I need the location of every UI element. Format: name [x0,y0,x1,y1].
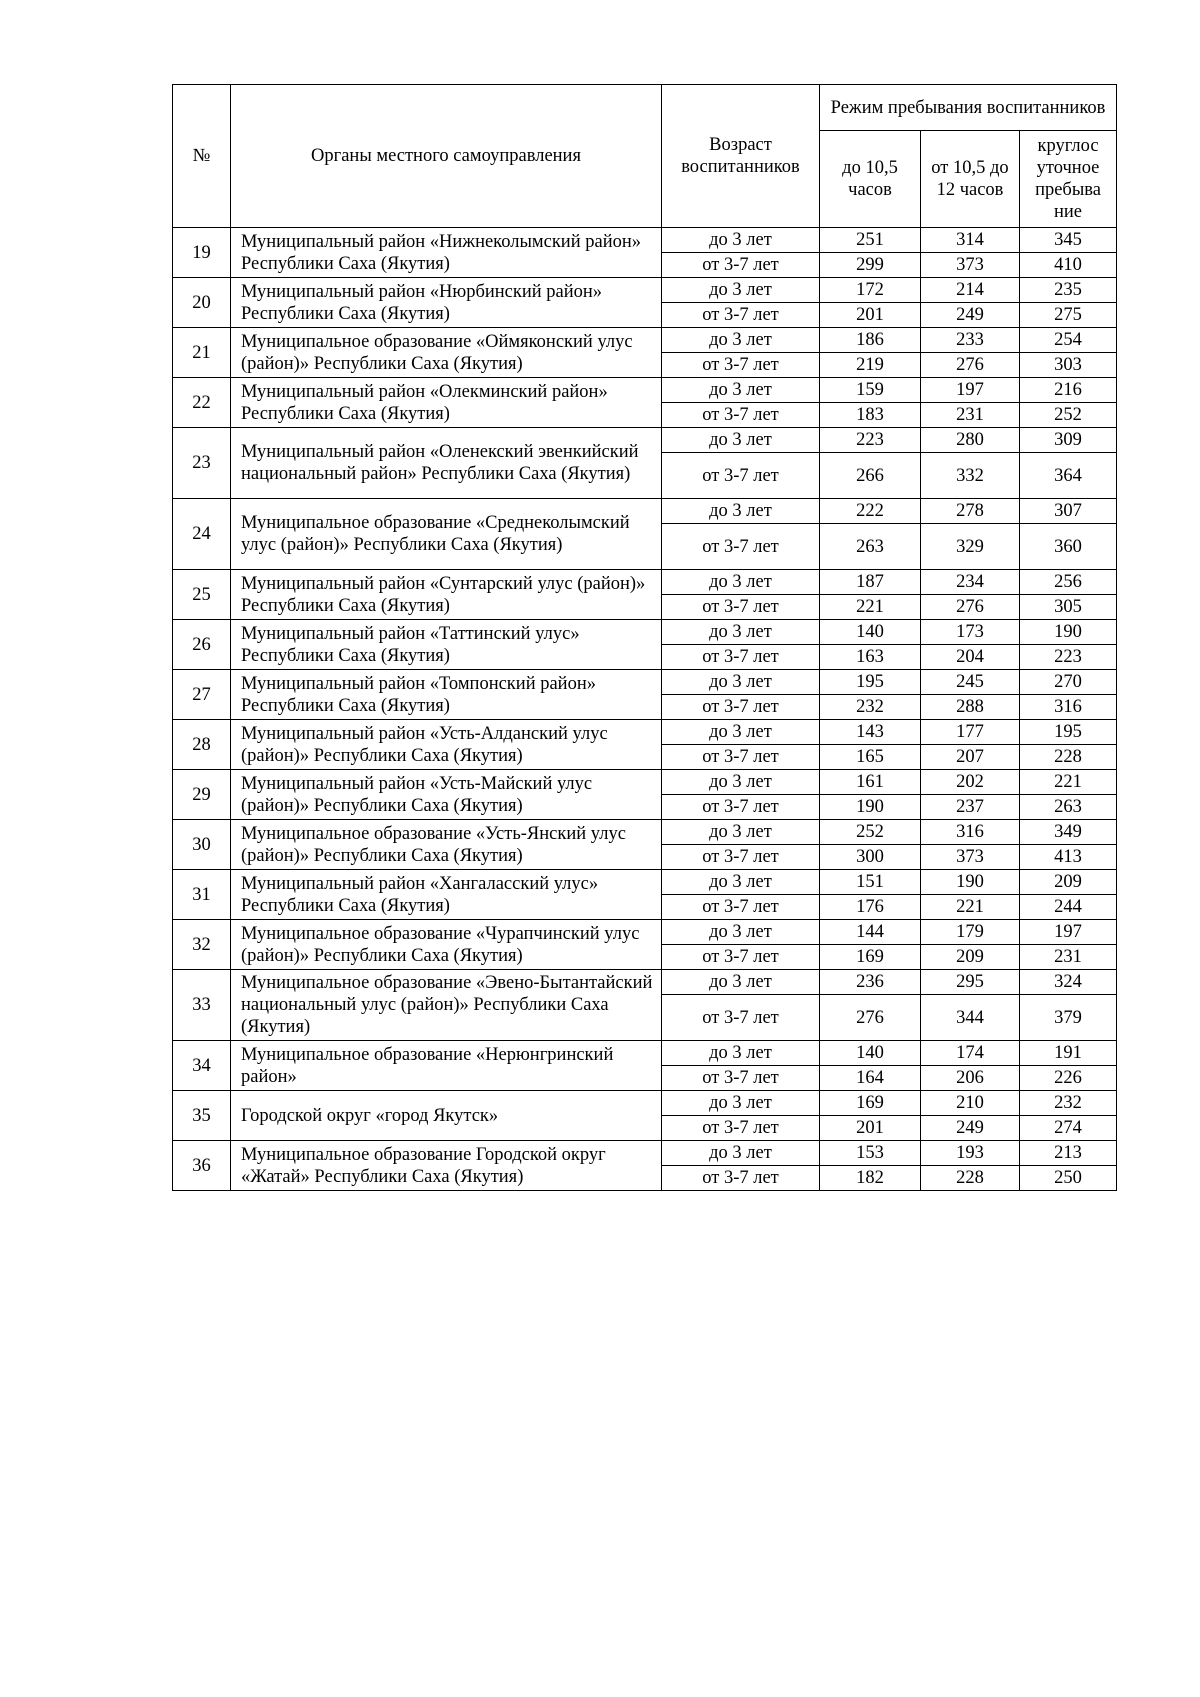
age-group: до 3 лет [662,499,820,524]
row-number: 29 [173,770,231,820]
fee-value-mode-2: 329 [921,524,1020,570]
fee-value-mode-1: 176 [820,895,921,920]
age-group: от 3-7 лет [662,995,820,1041]
fee-value-mode-2: 245 [921,670,1020,695]
age-group: до 3 лет [662,970,820,995]
age-group: до 3 лет [662,278,820,303]
age-group: от 3-7 лет [662,745,820,770]
age-group: от 3-7 лет [662,253,820,278]
age-group: от 3-7 лет [662,1116,820,1141]
fee-value-mode-1: 195 [820,670,921,695]
table-row [173,499,1117,524]
fee-value-mode-1: 172 [820,278,921,303]
fee-value-mode-3: 303 [1020,353,1117,378]
fee-value-mode-3: 270 [1020,670,1117,695]
row-number: 21 [173,328,231,378]
fee-value-mode-1: 221 [820,595,921,620]
row-number: 31 [173,870,231,920]
age-group: от 3-7 лет [662,524,820,570]
age-group: до 3 лет [662,770,820,795]
fee-value-mode-3: 226 [1020,1066,1117,1091]
fee-value-mode-1: 165 [820,745,921,770]
table-row [173,920,1117,945]
fee-value-mode-2: 179 [921,920,1020,945]
fee-value-mode-3: 379 [1020,995,1117,1041]
age-group: от 3-7 лет [662,895,820,920]
fee-value-mode-3: 244 [1020,895,1117,920]
fee-value-mode-1: 140 [820,1041,921,1066]
row-number: 36 [173,1141,231,1191]
fee-value-mode-1: 144 [820,920,921,945]
fee-value-mode-2: 210 [921,1091,1020,1116]
fee-value-mode-3: 223 [1020,645,1117,670]
row-number: 28 [173,720,231,770]
header-organization: Органы местного самоуправления [231,85,662,228]
fee-value-mode-3: 324 [1020,970,1117,995]
age-group: до 3 лет [662,720,820,745]
organization-name: Муниципальный район «Хангаласский улус» Республики Саха (Якутия) [231,870,662,920]
fee-value-mode-2: 209 [921,945,1020,970]
fee-value-mode-3: 309 [1020,428,1117,453]
fee-value-mode-2: 204 [921,645,1020,670]
organization-name: Муниципальный район «Томпонский район» Республики Саха (Якутия) [231,670,662,720]
age-group: от 3-7 лет [662,353,820,378]
age-group: от 3-7 лет [662,1066,820,1091]
age-group: до 3 лет [662,428,820,453]
age-group: до 3 лет [662,1141,820,1166]
fee-value-mode-2: 190 [921,870,1020,895]
fee-value-mode-3: 250 [1020,1166,1117,1191]
age-group: до 3 лет [662,570,820,595]
header-mode-3: круглос уточное пребыва ние [1020,131,1117,228]
fee-value-mode-2: 177 [921,720,1020,745]
fee-value-mode-3: 235 [1020,278,1117,303]
fee-value-mode-3: 274 [1020,1116,1117,1141]
fee-value-mode-3: 252 [1020,403,1117,428]
row-number: 35 [173,1091,231,1141]
fee-value-mode-2: 316 [921,820,1020,845]
fee-value-mode-2: 234 [921,570,1020,595]
table-body [173,228,1117,1191]
fee-value-mode-2: 373 [921,253,1020,278]
organization-name: Муниципальный район «Олекминский район» Республики Саха (Якутия) [231,378,662,428]
fee-value-mode-2: 231 [921,403,1020,428]
fee-value-mode-1: 201 [820,303,921,328]
fee-value-mode-1: 276 [820,995,921,1041]
fee-value-mode-3: 232 [1020,1091,1117,1116]
fee-value-mode-2: 295 [921,970,1020,995]
fee-value-mode-3: 191 [1020,1041,1117,1066]
fee-value-mode-2: 278 [921,499,1020,524]
fee-value-mode-3: 195 [1020,720,1117,745]
fee-value-mode-1: 187 [820,570,921,595]
row-number: 30 [173,820,231,870]
fee-value-mode-2: 207 [921,745,1020,770]
organization-name: Муниципальный район «Нижнеколымский район» Республики Саха (Якутия) [231,228,662,278]
fee-value-mode-2: 174 [921,1041,1020,1066]
organization-name: Муниципальное образование «Эвено-Бытантайский национальный улус (район)» Республики Саха (Якутия) [231,970,662,1041]
organization-name: Муниципальный район «Оленекский эвенкийский национальный район» Республики Саха (Якутия) [231,428,662,499]
row-number: 34 [173,1041,231,1091]
fee-value-mode-2: 276 [921,353,1020,378]
fee-value-mode-1: 169 [820,1091,921,1116]
organization-name: Муниципальный район «Сунтарский улус (район)» Республики Саха (Якутия) [231,570,662,620]
fee-value-mode-2: 276 [921,595,1020,620]
fee-value-mode-1: 251 [820,228,921,253]
fee-value-mode-1: 236 [820,970,921,995]
age-group: от 3-7 лет [662,595,820,620]
fee-value-mode-3: 413 [1020,845,1117,870]
fee-value-mode-1: 222 [820,499,921,524]
table-row [173,870,1117,895]
organization-name: Муниципальное образование «Оймяконский улус (район)» Республики Саха (Якутия) [231,328,662,378]
fee-value-mode-2: 249 [921,1116,1020,1141]
table-row [173,1041,1117,1066]
row-number: 26 [173,620,231,670]
age-group: до 3 лет [662,1041,820,1066]
fee-value-mode-2: 197 [921,378,1020,403]
fee-value-mode-3: 231 [1020,945,1117,970]
age-group: от 3-7 лет [662,403,820,428]
fee-value-mode-1: 153 [820,1141,921,1166]
table-row [173,1141,1117,1166]
fee-value-mode-3: 410 [1020,253,1117,278]
row-number: 22 [173,378,231,428]
fee-value-mode-2: 373 [921,845,1020,870]
fee-value-mode-3: 213 [1020,1141,1117,1166]
fee-value-mode-2: 344 [921,995,1020,1041]
table-row [173,820,1117,845]
fee-value-mode-3: 360 [1020,524,1117,570]
fee-value-mode-3: 254 [1020,328,1117,353]
table-row [173,1091,1117,1116]
fee-value-mode-2: 280 [921,428,1020,453]
age-group: от 3-7 лет [662,695,820,720]
fee-value-mode-2: 193 [921,1141,1020,1166]
age-group: до 3 лет [662,378,820,403]
header-mode-2: от 10,5 до 12 часов [921,131,1020,228]
table-row [173,570,1117,595]
age-group: до 3 лет [662,870,820,895]
fee-table [172,84,1117,1191]
fee-value-mode-3: 307 [1020,499,1117,524]
age-group: от 3-7 лет [662,1166,820,1191]
fee-value-mode-3: 349 [1020,820,1117,845]
row-number: 32 [173,920,231,970]
fee-value-mode-2: 221 [921,895,1020,920]
fee-value-mode-1: 164 [820,1066,921,1091]
row-number: 20 [173,278,231,328]
fee-value-mode-3: 316 [1020,695,1117,720]
table-row [173,428,1117,453]
fee-value-mode-3: 216 [1020,378,1117,403]
fee-value-mode-2: 288 [921,695,1020,720]
fee-value-mode-2: 314 [921,228,1020,253]
age-group: до 3 лет [662,1091,820,1116]
header-stay-mode: Режим пребывания воспитанников [820,85,1117,131]
age-group: до 3 лет [662,670,820,695]
organization-name: Муниципальный район «Нюрбинский район» Республики Саха (Якутия) [231,278,662,328]
fee-value-mode-3: 256 [1020,570,1117,595]
row-number: 33 [173,970,231,1041]
table-row [173,378,1117,403]
fee-value-mode-2: 173 [921,620,1020,645]
fee-value-mode-1: 182 [820,1166,921,1191]
fee-value-mode-3: 345 [1020,228,1117,253]
fee-value-mode-3: 263 [1020,795,1117,820]
fee-value-mode-3: 221 [1020,770,1117,795]
fee-value-mode-1: 140 [820,620,921,645]
table-row [173,328,1117,353]
fee-value-mode-1: 159 [820,378,921,403]
row-number: 23 [173,428,231,499]
fee-value-mode-1: 300 [820,845,921,870]
fee-value-mode-1: 201 [820,1116,921,1141]
age-group: от 3-7 лет [662,303,820,328]
fee-value-mode-1: 186 [820,328,921,353]
fee-value-mode-1: 183 [820,403,921,428]
organization-name: Муниципальное образование «Среднеколымский улус (район)» Республики Саха (Якутия) [231,499,662,570]
table-row [173,970,1117,995]
fee-value-mode-3: 364 [1020,453,1117,499]
table-row [173,278,1117,303]
row-number: 24 [173,499,231,570]
age-group: от 3-7 лет [662,645,820,670]
fee-value-mode-2: 206 [921,1066,1020,1091]
fee-value-mode-2: 214 [921,278,1020,303]
row-number: 19 [173,228,231,278]
age-group: от 3-7 лет [662,795,820,820]
fee-value-mode-2: 237 [921,795,1020,820]
table-row [173,620,1117,645]
table-row [173,670,1117,695]
age-group: до 3 лет [662,328,820,353]
fee-value-mode-1: 223 [820,428,921,453]
fee-value-mode-1: 151 [820,870,921,895]
fee-value-mode-2: 332 [921,453,1020,499]
age-group: до 3 лет [662,820,820,845]
fee-value-mode-1: 169 [820,945,921,970]
fee-value-mode-1: 161 [820,770,921,795]
fee-value-mode-2: 233 [921,328,1020,353]
fee-value-mode-1: 190 [820,795,921,820]
fee-value-mode-3: 275 [1020,303,1117,328]
age-group: от 3-7 лет [662,945,820,970]
fee-value-mode-1: 252 [820,820,921,845]
fee-value-mode-3: 197 [1020,920,1117,945]
organization-name: Городской округ «город Якутск» [231,1091,662,1141]
fee-value-mode-1: 143 [820,720,921,745]
fee-value-mode-3: 209 [1020,870,1117,895]
fee-value-mode-2: 228 [921,1166,1020,1191]
header-age: Возраст воспитанников [662,85,820,228]
fee-value-mode-3: 305 [1020,595,1117,620]
header-mode-1: до 10,5 часов [820,131,921,228]
fee-value-mode-1: 299 [820,253,921,278]
fee-value-mode-1: 232 [820,695,921,720]
fee-value-mode-1: 263 [820,524,921,570]
organization-name: Муниципальное образование «Нерюнгринский район» [231,1041,662,1091]
table-row [173,720,1117,745]
age-group: от 3-7 лет [662,453,820,499]
organization-name: Муниципальное образование «Усть-Янский улус (район)» Республики Саха (Якутия) [231,820,662,870]
table-row [173,228,1117,253]
table-row [173,770,1117,795]
fee-value-mode-2: 249 [921,303,1020,328]
organization-name: Муниципальный район «Усть-Алданский улус (район)» Республики Саха (Якутия) [231,720,662,770]
fee-value-mode-3: 190 [1020,620,1117,645]
age-group: от 3-7 лет [662,845,820,870]
organization-name: Муниципальное образование Городской округ «Жатай» Республики Саха (Якутия) [231,1141,662,1191]
organization-name: Муниципальный район «Усть-Майский улус (район)» Республики Саха (Якутия) [231,770,662,820]
organization-name: Муниципальное образование «Чурапчинский улус (район)» Республики Саха (Якутия) [231,920,662,970]
age-group: до 3 лет [662,620,820,645]
age-group: до 3 лет [662,228,820,253]
organization-name: Муниципальный район «Таттинский улус» Республики Саха (Якутия) [231,620,662,670]
fee-value-mode-1: 163 [820,645,921,670]
age-group: до 3 лет [662,920,820,945]
fee-value-mode-3: 228 [1020,745,1117,770]
row-number: 27 [173,670,231,720]
fee-value-mode-2: 202 [921,770,1020,795]
row-number: 25 [173,570,231,620]
fee-value-mode-1: 219 [820,353,921,378]
header-number: № [173,85,231,228]
fee-value-mode-1: 266 [820,453,921,499]
